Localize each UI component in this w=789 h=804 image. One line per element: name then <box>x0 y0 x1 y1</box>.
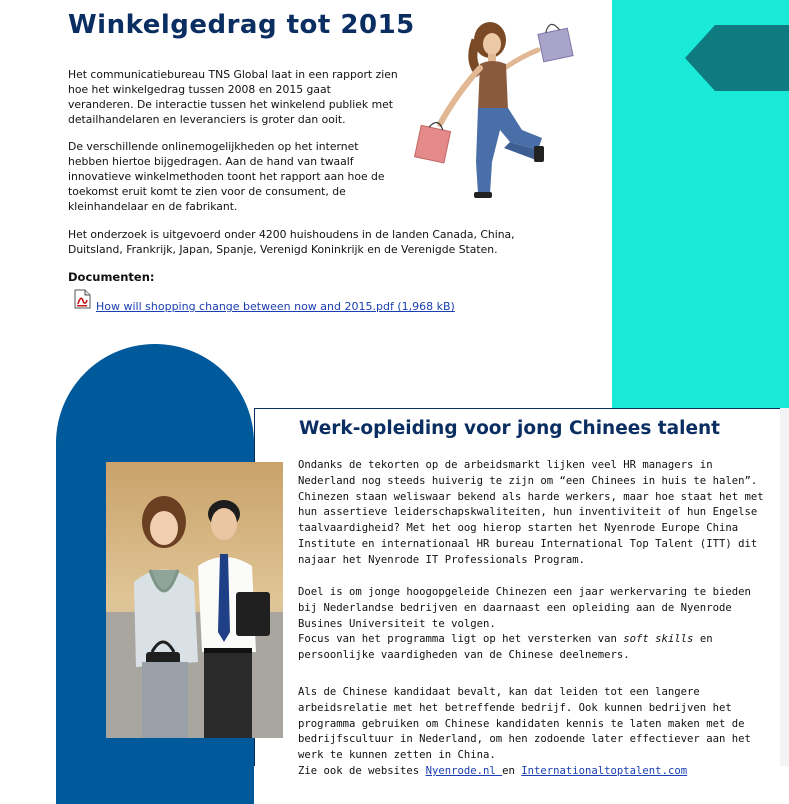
article-paragraph: Het communicatiebureau TNS Global laat in een rapport zien hoe het winkelgedrag tussen 2008 en 2015 gaat veranderen. De interactie tussen het winkelend publiek met detailhandelaren en leveranciers is groter dan ooit. <box>68 68 398 126</box>
article-paragraph: De verschillende onlinemogelijkheden op het internet hebben hiertoe bijgedragen. Aan de hand van twaalf innovatieve winkelmethoden toont het rapport aan hoe de toekomst eruit komt te zien voor de consument, de kleinhandelaar en de fabrikant. <box>68 140 385 213</box>
soft-skills-emphasis: soft skills <box>623 633 694 646</box>
internationaltoptalent-link[interactable]: Internationaltoptalent.com <box>521 764 688 777</box>
pdf-file-icon[interactable] <box>74 289 91 309</box>
pdf-download-link[interactable]: How will shopping change between now and 2015.pdf (1,968 kB) <box>96 300 455 313</box>
shopping-woman-photo <box>410 12 610 202</box>
article-paragraph: Het onderzoek is uitgevoerd onder 4200 huishoudens in de landen Canada, China, Duitsland, Frankrijk, Japan, Spanje, Verenigd Koninkrijk en de Verenigde Staten. <box>68 228 515 256</box>
paragraph-text: Doel is om jonge hoogopgeleide Chinezen een jaar werkervaring te bieden bij Nederlandse bedrijven en daarnaast een opleiding aan de Nyenrode Busines Universiteit te volgen. <box>298 586 751 630</box>
link-joiner: en <box>502 764 522 777</box>
article-title-chinese-talent: Werk-opleiding voor jong Chinees talent <box>299 418 721 439</box>
paragraph-text: Focus van het programma ligt op het versterken van <box>298 633 624 646</box>
documents-heading: Documenten: <box>68 270 155 284</box>
websites-prefix: Zie ook de websites <box>298 764 426 777</box>
side-strip <box>779 408 789 766</box>
article-paragraph: Ondanks de tekorten op de arbeidsmarkt lijken veel HR managers in Nederland nog steeds huiverig te zijn om “een Chinees in huis te halen”. Chinezen staan weliswaar bekend als harde werkers, maar hoe staat het met hun assertieve leiderschapskwaliteiten, hun inventiviteit of hun Engelse taalvaardigheid? Met het oog hierop starten het Nyenrode Europe China Institute en internationaal HR bureau International Top Talent (ITT) dit najaar het Nyenrode IT Professionals Program. <box>298 459 764 566</box>
article-title-shopping: Winkelgedrag tot 2015 <box>68 10 415 40</box>
paragraph-text: en persoonlijke vaardigheden van de Chinese deelnemers. <box>298 633 713 662</box>
paragraph-text: Als de Chinese kandidaat bevalt, kan dat leiden tot een langere arbeidsrelatie met het betreffende bedrijf. Ook kunnen bedrijven het programma gebruiken om Chinese kandidaten kennis te laten maken met de bedrijfscultuur in Nederland, om hen zodoende later effectiever aan het werk te kunnen zetten in China. <box>298 686 751 762</box>
article-paragraph <box>298 685 770 780</box>
article-paragraph <box>298 585 770 664</box>
teal-arrow-decoration <box>685 25 789 91</box>
nyenrode-link[interactable]: Nyenrode.nl <box>425 764 503 777</box>
business-couple-photo <box>106 462 283 738</box>
